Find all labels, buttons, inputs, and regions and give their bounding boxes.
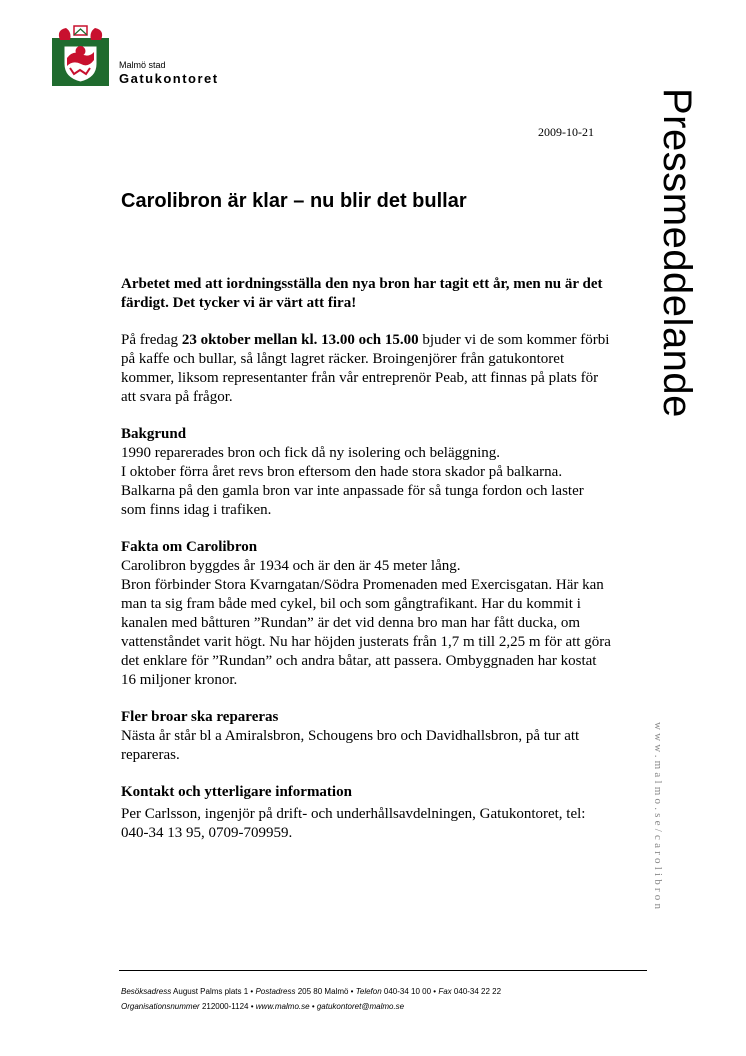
section-line: Nästa år står bl a Amiralsbron, Schougens bro och Davidhallsbron, på tur att repareras. <box>121 728 580 763</box>
footer-line-2 <box>121 999 501 1014</box>
section-line: Carolibron byggdes år 1934 och är den är 45 meter lång. <box>121 558 461 574</box>
intro-paragraph <box>121 331 611 407</box>
postal-address: 205 80 Malmö <box>297 987 349 996</box>
intro-text-before: På fredag <box>121 332 182 348</box>
fax-number: 040-34 22 22 <box>453 987 502 996</box>
page-title: Carolibron är klar – nu blir det bullar <box>121 190 467 212</box>
intro-text-after: bjuder vi de som kommer förbi på kaffe och bullar, så långt lagret räcker. Broingenjörer från gatukontoret kommer, liksom representanter från vår entreprenör Peab, att finnas på plats för att svara på frågor. <box>121 332 610 405</box>
email-link[interactable]: gatukontoret@malmo.se <box>316 1002 405 1011</box>
footer-line-1 <box>121 984 501 999</box>
document-body <box>121 275 611 843</box>
malmo-coat-of-arms-icon <box>52 24 109 86</box>
org-name: Gatukontoret <box>119 71 219 86</box>
section-heading-bakgrund: Bakgrund <box>121 426 187 442</box>
section-line: I oktober förra året revs bron eftersom den hade stora skador på balkarna. Balkarna på den gamla bron var inte anpassade för så tunga fordon och laster som finns idag i trafiken. <box>121 464 584 518</box>
document-date: 2009-10-21 <box>538 125 594 139</box>
fax-label: Fax <box>438 987 452 996</box>
section-heading-fler-broar: Fler broar ska repareras <box>121 709 279 725</box>
lead-paragraph: Arbetet med att iordningsställa den nya bron har tagit ett år, men nu är det färdigt. Det tycker vi är värt att fira! <box>121 276 603 311</box>
footer-separator: • <box>311 1002 315 1011</box>
section-line: 1990 reparerades bron och fick då ny isolering och beläggning. <box>121 445 501 461</box>
section-line: Per Carlsson, ingenjör på drift- och underhållsavdelningen, Gatukontoret, tel: 040-34 13 95, 0709-709959. <box>121 806 586 841</box>
phone-number: 040-34 10 00 <box>383 987 432 996</box>
org-small-name: Malmö stad <box>119 60 166 70</box>
website-link[interactable]: www.malmo.se <box>255 1002 310 1011</box>
vertical-url-link[interactable]: www.malmo.se/carolibron <box>652 722 664 913</box>
postal-label: Postadress <box>255 987 296 996</box>
document-type-label: Pressmeddelande <box>655 88 699 418</box>
footer-separator: • <box>433 987 437 996</box>
org-number-label: Organisationsnummer <box>121 1002 200 1011</box>
footer-separator: • <box>250 987 254 996</box>
footer-divider <box>119 970 647 971</box>
section-line: Bron förbinder Stora Kvarngatan/Södra Promenaden med Exercisgatan. Här kan man ta sig fram både med cykel, bil och som gångtrafikant. Har du kommit i kanalen med båtturen ”Rundan” är det vid denna bro man har fått ducka, om vattenståndet varit högt. Nu har höjden justerats från 1,7 m till 2,25 m för att göra det enklare för ”Rundan” och andra båtar, att passera. Ombyggnaden har kostat 16 miljoner kronor. <box>121 577 611 688</box>
section-heading-kontakt: Kontakt och ytterligare information <box>121 784 352 800</box>
phone-label: Telefon <box>355 987 382 996</box>
visit-address: August Palms plats 1 <box>173 987 249 996</box>
footer-separator: • <box>250 1002 254 1011</box>
footer <box>121 984 501 1014</box>
footer-separator: • <box>350 987 354 996</box>
intro-date-time: 23 oktober mellan kl. 13.00 och 15.00 <box>181 332 419 348</box>
section-heading-fakta: Fakta om Carolibron <box>121 539 258 555</box>
org-number: 212000-1124 <box>201 1002 249 1011</box>
visit-label: Besöksadress <box>121 987 172 996</box>
